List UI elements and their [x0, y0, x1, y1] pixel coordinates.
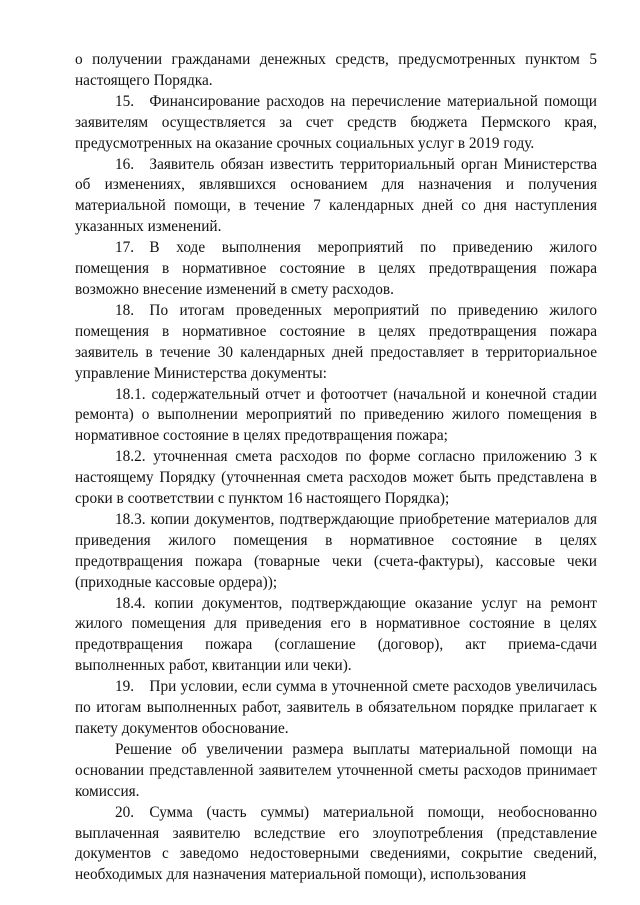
paragraph-18-2: 18.2. уточненная смета расходов по форме согласно приложению 3 к настоящему Порядку (уточненная смета расходов может быть представлена в сроки в соответствии с пунктом 16 настоящего Порядка);	[75, 448, 597, 508]
paragraph-18: 18. По итогам проведенных мероприятий по приведению жилого помещения в нормативное состояние в целях предотвращения пожара заявитель в течение 30 календарных дней предоставляет в территориальное управление Министерства документы:	[75, 301, 597, 382]
paragraph-continuation: о получении гражданами денежных средств, предусмотренных пунктом 5 настоящего Порядка.	[75, 51, 597, 89]
paragraph-20: 20. Сумма (часть суммы) материальной помощи, необоснованно выплаченная заявителю вследствие его злоупотребления (представление документов с заведомо недостоверными сведениями, сокрытие сведений, необходимых для назначения материальной помощи), использования	[75, 803, 597, 884]
paragraph-18-1: 18.1. содержательный отчет и фотоотчет (начальной и конечной стадии ремонта) о выполнении мероприятий по приведению жилого помещения в нормативное состояние в целях предотвращения пожара;	[75, 385, 597, 445]
paragraph-17: 17. В ходе выполнения мероприятий по приведению жилого помещения в нормативное состояние в целях предотвращения пожара возможно внесение изменений в смету расходов.	[75, 239, 597, 298]
document-page	[75, 50, 597, 886]
paragraph-19: 19. При условии, если сумма в уточненной смете расходов увеличилась по итогам выполненных работ, заявитель в обязательном порядке прилагает к пакету документов обоснование.	[75, 678, 597, 737]
paragraph-18-3: 18.3. копии документов, подтверждающие приобретение материалов для приведения жилого помещения в нормативное состояние в целях предотвращения пожара (товарные чеки (счета-фактуры), кассовые чеки (приходные кассовые ордера));	[75, 510, 597, 591]
paragraph-15: 15. Финансирование расходов на перечисление материальной помощи заявителям осуществляется за счет средств бюджета Пермского края, предусмотренных на оказание срочных социальных услуг в 2019 году.	[75, 92, 597, 152]
paragraph-18-4: 18.4. копии документов, подтверждающие оказание услуг на ремонт жилого помещения для приведения его в нормативное состояние в целях предотвращения пожара (соглашение (договор), акт приема-сдачи выполненных работ, квитанции или чеки).	[75, 594, 597, 675]
paragraph-16: 16. Заявитель обязан известить территориальный орган Министерства об изменениях, являвшихся основанием для назначения и получения материальной помощи, в течение 7 календарных дней со дня наступления указанных изменений.	[75, 155, 597, 236]
paragraph-19-decision: Решение об увеличении размера выплаты материальной помощи на основании представленной заявителем уточненной сметы расходов принимает комиссия.	[75, 740, 597, 800]
